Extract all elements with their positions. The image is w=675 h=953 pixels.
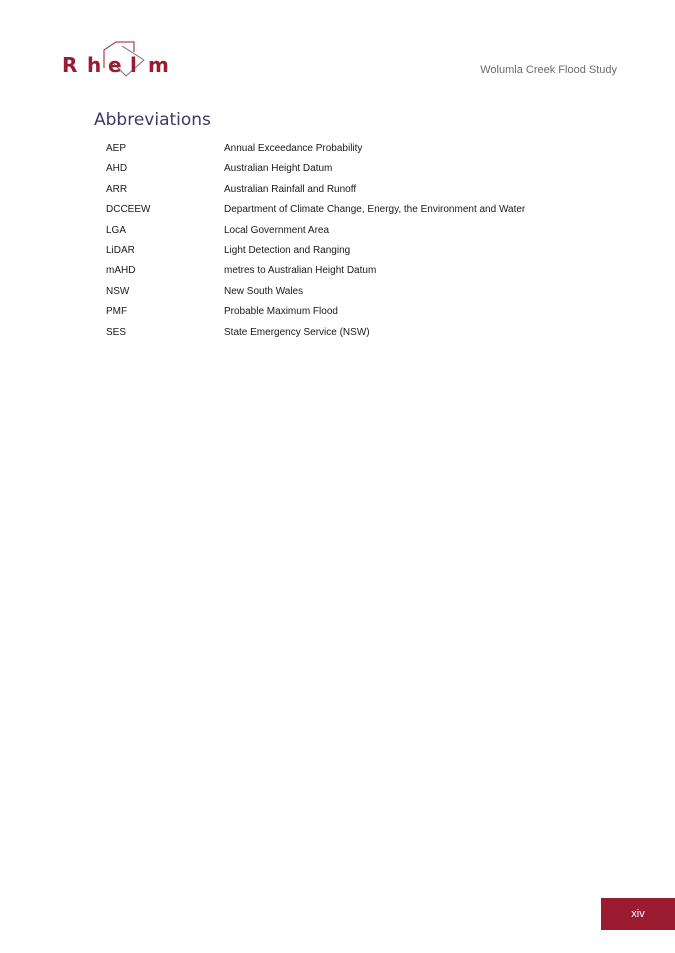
- abbreviation-definition: Probable Maximum Flood: [224, 306, 338, 318]
- abbreviation-term: PMF: [106, 306, 128, 318]
- abbreviation-definition: New South Wales: [224, 285, 304, 297]
- abbreviation-term: AHD: [106, 163, 128, 175]
- abbreviation-term: LGA: [106, 224, 127, 236]
- abbreviation-term: ARR: [106, 183, 128, 195]
- logo-letter-h: h: [87, 53, 102, 77]
- abbreviation-term: LiDAR: [106, 244, 135, 256]
- abbreviation-row: [106, 139, 626, 159]
- abbreviation-definition: Local Government Area: [224, 224, 330, 236]
- abbreviation-definition: State Emergency Service (NSW): [224, 326, 370, 338]
- abbreviation-row: [106, 261, 626, 281]
- abbreviation-term: DCCEEW: [106, 204, 151, 216]
- page-number-badge: xiv: [601, 898, 675, 930]
- abbreviation-row: [106, 159, 626, 179]
- abbreviation-term: SES: [106, 326, 127, 338]
- abbreviation-term: AEP: [106, 143, 127, 154]
- document-title: Wolumla Creek Flood Study: [480, 64, 617, 76]
- abbreviation-row: [106, 180, 626, 200]
- abbreviation-row: [106, 241, 626, 261]
- abbreviation-row: [106, 221, 626, 241]
- abbreviation-term: NSW: [106, 285, 130, 297]
- abbreviation-definition: Department of Climate Change, Energy, the Environment and Water: [224, 204, 526, 216]
- logo-letter-l: l: [130, 53, 137, 77]
- logo-letter-r: R: [62, 53, 78, 77]
- logo-letter-e: e: [108, 53, 122, 77]
- abbreviation-definition: Australian Rainfall and Runoff: [224, 183, 357, 195]
- abbreviation-row: [106, 282, 626, 302]
- abbreviation-definition: Australian Height Datum: [224, 163, 333, 175]
- abbreviation-term: mAHD: [106, 265, 136, 277]
- abbreviation-definition: Light Detection and Ranging: [224, 244, 351, 256]
- abbreviation-definition: metres to Australian Height Datum: [224, 265, 377, 277]
- abbreviations-list: [106, 139, 626, 343]
- rhelm-logo: [60, 38, 175, 80]
- abbreviation-row: [106, 323, 626, 343]
- logo-letter-m: m: [148, 53, 169, 77]
- abbreviation-definition: Annual Exceedance Probability: [224, 143, 363, 154]
- abbreviation-row: [106, 302, 626, 322]
- section-heading: Abbreviations: [94, 110, 211, 130]
- abbreviation-row: [106, 200, 626, 220]
